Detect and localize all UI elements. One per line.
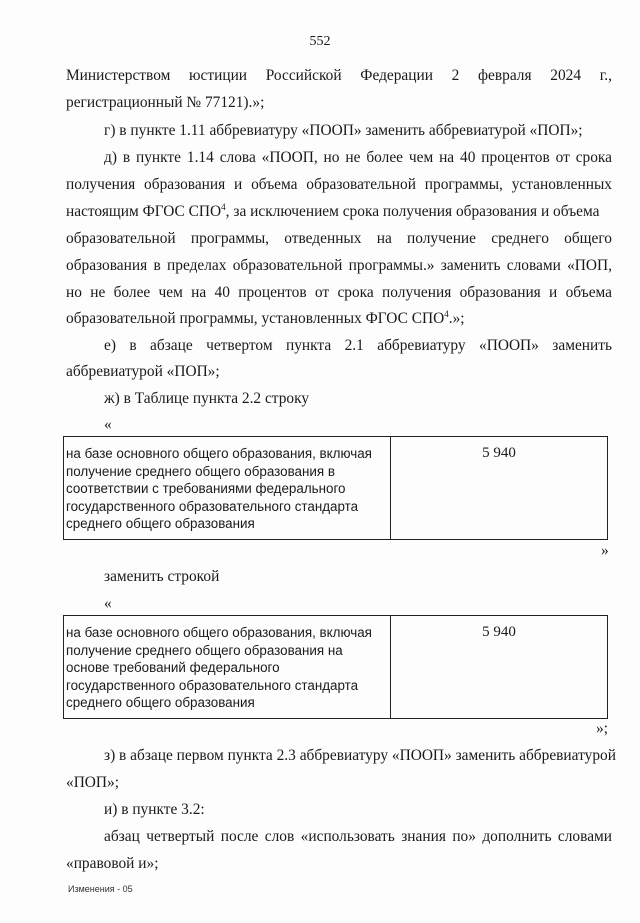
cell-line: получение среднего общего образования на bbox=[66, 642, 343, 658]
table-cell-description bbox=[64, 616, 391, 718]
close-quote: »; bbox=[596, 720, 608, 737]
paragraph-line: регистрационный № 77121).»; bbox=[66, 94, 265, 111]
paragraph-line: и) в пункте 3.2: bbox=[104, 801, 205, 818]
cell-line: соответствии с требованиями федерального bbox=[66, 481, 346, 497]
cell-line: среднего общего образования bbox=[66, 695, 255, 711]
open-quote: « bbox=[104, 416, 112, 433]
paragraph-line-with-footnote bbox=[66, 309, 612, 329]
paragraph-line: ж) в Таблице пункта 2.2 строку bbox=[104, 390, 310, 407]
close-quote: » bbox=[601, 542, 609, 559]
table-row-old bbox=[63, 436, 608, 540]
cell-line: на базе основного общего образования, включая bbox=[66, 446, 372, 461]
paragraph-line: абзац четвертый после слов «использовать знания по» дополнить словами bbox=[104, 828, 612, 845]
paragraph-line: образовательной программы, отведенных на получение среднего общего bbox=[66, 230, 612, 247]
table-cell-value: 5 940 bbox=[482, 445, 516, 461]
footer-label: Изменения - 05 bbox=[68, 884, 133, 894]
page-number: 552 bbox=[309, 34, 331, 49]
paragraph-line: получения образования и объема образовательной программы, установленных bbox=[66, 176, 612, 193]
table-cell-description bbox=[64, 437, 391, 539]
open-quote: « bbox=[104, 595, 112, 612]
paragraph-line: д) в пункте 1.14 слова «ПООП, но не более чем на 40 процентов от срока bbox=[104, 149, 612, 166]
paragraph-line: «правовой и»; bbox=[66, 855, 159, 872]
footnote-mark: 4 bbox=[221, 202, 226, 212]
cell-line: государственного образовательного стандарта bbox=[66, 677, 359, 693]
paragraph-line-with-footnote bbox=[66, 202, 612, 222]
cell-line: среднего общего образования bbox=[66, 516, 255, 532]
text-span: .»; bbox=[448, 310, 465, 327]
paragraph-line: г) в пункте 1.11 аббревиатуру «ПООП» заменить аббревиатурой «ПОП»; bbox=[104, 122, 583, 139]
paragraph-line: «ПОП»; bbox=[66, 774, 120, 791]
paragraph-line: з) в абзаце первом пункта 2.3 аббревиатуру «ПООП» заменить аббревиатурой bbox=[104, 747, 616, 764]
paragraph-line: образования в пределах образовательной программы.» заменить словами «ПОП, bbox=[66, 257, 612, 274]
table-cell-value: 5 940 bbox=[482, 624, 516, 640]
paragraph-line: аббревиатурой «ПОП»; bbox=[66, 363, 220, 380]
cell-line: получение среднего общего образования в bbox=[66, 463, 335, 479]
cell-line: основе требований федерального bbox=[66, 660, 280, 676]
text-span: , за исключением срока получения образования и объема bbox=[225, 203, 600, 220]
text-span: образовательной программы, установленных ФГОС СПО bbox=[66, 310, 445, 327]
paragraph-line: Министерством юстиции Российской Федерации 2 февраля 2024 г., bbox=[66, 67, 612, 84]
cell-line: на базе основного общего образования, включая bbox=[66, 625, 372, 640]
paragraph-line: но не более чем на 40 процентов от срока получения образования и объема bbox=[66, 284, 612, 301]
paragraph-line: е) в абзаце четвертом пункта 2.1 аббревиатуру «ПООП» заменить bbox=[104, 337, 612, 354]
table-row-new bbox=[63, 615, 608, 719]
paragraph-line: заменить строкой bbox=[104, 568, 220, 585]
footnote-mark: 4 bbox=[444, 309, 449, 319]
cell-line: государственного образовательного стандарта bbox=[66, 498, 359, 514]
text-span: настоящим ФГОС СПО bbox=[66, 203, 222, 220]
